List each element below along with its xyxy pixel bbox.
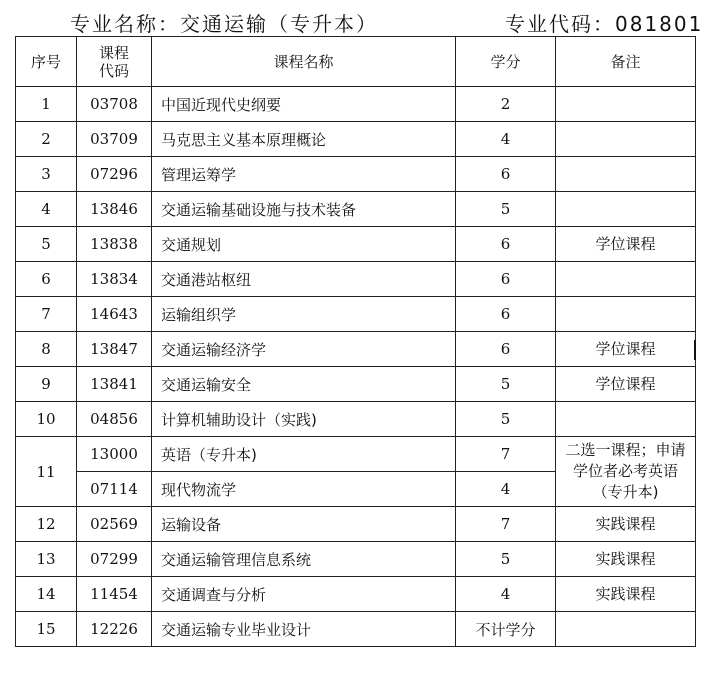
table-row (16, 262, 696, 297)
cell-note (556, 122, 696, 157)
cell-note (556, 402, 696, 437)
table-row (16, 297, 696, 332)
cell-name: 交通港站枢纽 (152, 262, 456, 297)
cell-credit: 2 (456, 87, 556, 122)
cell-note (556, 262, 696, 297)
table-row (16, 507, 696, 542)
cell-note: 实践课程 (556, 507, 696, 542)
cell-name: 马克思主义基本原理概论 (152, 122, 456, 157)
cell-code: 07299 (77, 542, 152, 577)
cell-code: 04856 (77, 402, 152, 437)
cell-code: 14643 (77, 297, 152, 332)
major-name: 专业名称：交通运输（专升本） (70, 12, 378, 36)
cell-note (556, 612, 696, 647)
cell-seq: 13 (16, 542, 77, 577)
elective-note-text: 二选一课程；申请学位者必考英语（专升本) (565, 441, 686, 501)
cell-note (556, 297, 696, 332)
cell-seq: 5 (16, 227, 77, 262)
cell-code: 13846 (77, 192, 152, 227)
cell-name: 交通调查与分析 (152, 577, 456, 612)
header-code-line2: 代码 (98, 61, 129, 80)
cell-code: 07296 (77, 157, 152, 192)
table-row (16, 332, 696, 367)
cell-code: 03708 (77, 87, 152, 122)
major-code: 专业代码：081801 (505, 12, 704, 36)
cell-name: 英语（专升本) (152, 437, 456, 472)
cell-name: 交通运输专业毕业设计 (152, 612, 456, 647)
header-code-line1: 课程 (98, 43, 129, 62)
cell-note (556, 87, 696, 122)
cell-code: 13841 (77, 367, 152, 402)
cell-credit: 5 (456, 367, 556, 402)
cell-credit: 6 (456, 297, 556, 332)
cell-credit: 6 (456, 227, 556, 262)
cell-note (556, 437, 696, 507)
cell-code: 07114 (77, 472, 152, 507)
header-code (77, 37, 152, 87)
table-row (16, 227, 696, 262)
cell-note (556, 157, 696, 192)
table-row (16, 122, 696, 157)
cell-credit: 4 (456, 122, 556, 157)
cell-name: 运输设备 (152, 507, 456, 542)
cell-seq: 6 (16, 262, 77, 297)
table-row (16, 192, 696, 227)
cell-seq: 15 (16, 612, 77, 647)
cell-name: 中国近现代史纲要 (152, 87, 456, 122)
table-row (16, 402, 696, 437)
cell-note: 实践课程 (556, 542, 696, 577)
cell-credit: 6 (456, 157, 556, 192)
cell-code: 11454 (77, 577, 152, 612)
cell-seq: 1 (16, 87, 77, 122)
table-row (16, 577, 696, 612)
margin-mark (694, 340, 696, 360)
cell-credit: 7 (456, 507, 556, 542)
cell-code: 13847 (77, 332, 152, 367)
course-table (15, 36, 696, 647)
cell-credit: 5 (456, 402, 556, 437)
header-note: 备注 (556, 37, 696, 87)
table-row (16, 87, 696, 122)
table-row (16, 612, 696, 647)
table-row (16, 367, 696, 402)
cell-name: 管理运筹学 (152, 157, 456, 192)
cell-name: 交通运输经济学 (152, 332, 456, 367)
cell-seq: 10 (16, 402, 77, 437)
cell-credit: 6 (456, 332, 556, 367)
cell-seq: 7 (16, 297, 77, 332)
cell-name: 交通规划 (152, 227, 456, 262)
cell-credit: 4 (456, 577, 556, 612)
cell-code: 13838 (77, 227, 152, 262)
cell-name: 现代物流学 (152, 472, 456, 507)
cell-seq: 9 (16, 367, 77, 402)
cell-note: 学位课程 (556, 367, 696, 402)
header-credit: 学分 (456, 37, 556, 87)
document-header (0, 6, 720, 36)
cell-name: 交通运输管理信息系统 (152, 542, 456, 577)
cell-name: 交通运输基础设施与技术装备 (152, 192, 456, 227)
table-header-row (16, 37, 696, 87)
cell-seq: 12 (16, 507, 77, 542)
cell-credit: 6 (456, 262, 556, 297)
header-seq: 序号 (16, 37, 77, 87)
table-row (16, 542, 696, 577)
cell-code: 03709 (77, 122, 152, 157)
cell-seq: 11 (16, 437, 77, 507)
cell-seq: 4 (16, 192, 77, 227)
cell-code: 02569 (77, 507, 152, 542)
cell-seq: 8 (16, 332, 77, 367)
cell-code: 12226 (77, 612, 152, 647)
cell-note: 实践课程 (556, 577, 696, 612)
cell-name: 计算机辅助设计（实践) (152, 402, 456, 437)
cell-seq: 3 (16, 157, 77, 192)
cell-credit: 5 (456, 192, 556, 227)
cell-name: 运输组织学 (152, 297, 456, 332)
header-name: 课程名称 (152, 37, 456, 87)
cell-credit: 5 (456, 542, 556, 577)
cell-seq: 14 (16, 577, 77, 612)
cell-code: 13000 (77, 437, 152, 472)
cell-seq: 2 (16, 122, 77, 157)
cell-credit: 4 (456, 472, 556, 507)
cell-credit: 不计学分 (456, 612, 556, 647)
cell-code: 13834 (77, 262, 152, 297)
table-row (16, 437, 696, 472)
table-row (16, 157, 696, 192)
cell-note: 学位课程 (556, 332, 696, 367)
cell-credit: 7 (456, 437, 556, 472)
cell-name: 交通运输安全 (152, 367, 456, 402)
cell-note: 学位课程 (556, 227, 696, 262)
cell-note (556, 192, 696, 227)
